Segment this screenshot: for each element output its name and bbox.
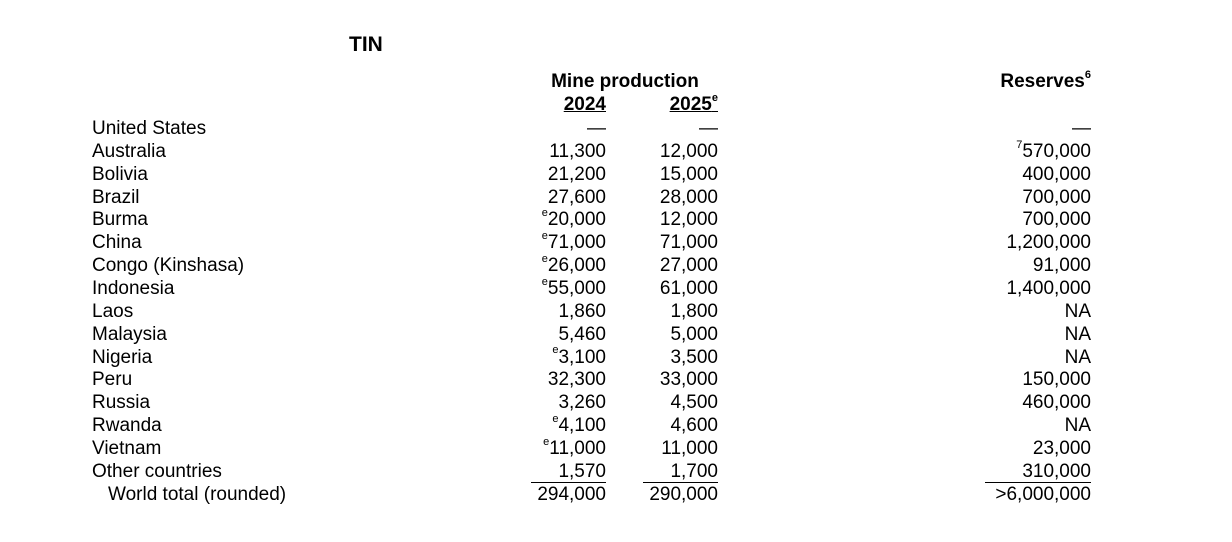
production-2025 — [618, 460, 718, 483]
production-2024 — [506, 277, 606, 300]
production-2025-value: 28,000 — [659, 186, 718, 208]
country-name — [92, 323, 167, 346]
production-2025 — [618, 186, 718, 209]
country-name-value: Australia — [92, 140, 166, 162]
table-row — [0, 254, 1232, 277]
year-2024-header — [530, 94, 606, 116]
production-2025-value: 71,000 — [659, 232, 718, 254]
table-row — [0, 163, 1232, 186]
production-2025-value: 5,000 — [670, 323, 718, 345]
production-2025-value: — — [699, 118, 718, 139]
country-name — [92, 186, 140, 209]
production-2024 — [506, 186, 606, 209]
production-2025-value: 15,000 — [659, 163, 718, 185]
reserves-value-value: NA — [1064, 300, 1091, 322]
reserves-value-value: NA — [1064, 415, 1091, 437]
production-2024 — [506, 300, 606, 323]
country-name-value: Nigeria — [92, 346, 153, 368]
footnote-superscript: e — [541, 252, 548, 265]
country-name-value: World total (rounded) — [108, 483, 287, 505]
country-name-value: Vietnam — [92, 437, 162, 459]
reserves-value — [931, 414, 1091, 437]
production-2025-value: 12,000 — [659, 140, 718, 162]
country-name-value: Burma — [92, 209, 148, 231]
production-2025-value: 290,000 — [649, 483, 718, 505]
production-2025-value: 1,800 — [670, 300, 718, 322]
reserves-value-value: — — [1072, 118, 1091, 139]
production-2025 — [618, 208, 718, 231]
reserves-value-value: 700,000 — [1022, 186, 1091, 208]
production-2024-value: 1,570 — [558, 460, 606, 482]
reserves-value-value: 23,000 — [1032, 437, 1091, 459]
production-2025 — [618, 323, 718, 346]
country-name — [92, 208, 148, 231]
production-2024 — [506, 437, 606, 460]
reserves-value-value: 91,000 — [1032, 255, 1091, 277]
reserves-value — [931, 460, 1091, 483]
country-name — [108, 483, 286, 506]
footnote-superscript: e — [541, 229, 548, 242]
country-name — [92, 163, 148, 186]
production-2024-value: 3,100 — [558, 346, 606, 368]
reserves-label: Reserves — [1000, 71, 1085, 92]
reserves-value-value: 310,000 — [1022, 460, 1091, 482]
production-2025 — [618, 140, 718, 163]
mine-production-header: Mine production — [551, 71, 699, 92]
table-row — [0, 437, 1232, 460]
reserves-value — [931, 300, 1091, 323]
production-2025 — [618, 437, 718, 460]
production-2025 — [618, 117, 718, 140]
country-name-value: Congo (Kinshasa) — [92, 255, 245, 277]
production-2025 — [618, 483, 718, 506]
production-2024 — [506, 483, 606, 506]
production-2024 — [506, 231, 606, 254]
production-2024 — [506, 414, 606, 437]
reserves-value-value: 150,000 — [1022, 369, 1091, 391]
subtotal-rule-reserves — [985, 482, 1091, 483]
reserves-header — [940, 68, 1091, 93]
production-2024-value: 32,300 — [547, 369, 606, 391]
country-name — [92, 117, 206, 140]
country-name — [92, 277, 174, 300]
table-row — [0, 346, 1232, 369]
table-row — [0, 300, 1232, 323]
reserves-value — [931, 483, 1091, 506]
production-2024-value: — — [587, 118, 606, 139]
table-row — [0, 483, 1232, 506]
reserves-value-value: NA — [1064, 323, 1091, 345]
country-name — [92, 300, 133, 323]
production-2025 — [618, 163, 718, 186]
production-2025 — [618, 414, 718, 437]
table-row — [0, 117, 1232, 140]
table-row — [0, 460, 1232, 483]
production-2024-value: 11,300 — [549, 140, 606, 162]
production-2025-value: 11,000 — [661, 437, 718, 459]
footnote-superscript: e — [552, 344, 559, 357]
footnote-superscript: e — [552, 412, 559, 425]
table-row — [0, 231, 1232, 254]
reserves-value — [931, 391, 1091, 414]
production-2024-value: 294,000 — [537, 483, 606, 505]
production-2025 — [618, 368, 718, 391]
table-row — [0, 323, 1232, 346]
production-2024-value: 71,000 — [547, 232, 606, 254]
production-2024-value: 11,000 — [549, 437, 606, 459]
country-name-value: Brazil — [92, 186, 140, 208]
country-name-value: Rwanda — [92, 415, 162, 437]
table-row — [0, 140, 1232, 163]
country-name-value: Russia — [92, 392, 151, 414]
reserves-value — [931, 323, 1091, 346]
country-name-value: Bolivia — [92, 163, 148, 185]
reserves-value — [931, 163, 1091, 186]
production-2024-value: 1,860 — [558, 300, 606, 322]
footnote-superscript: 7 — [1016, 138, 1023, 151]
page-title: TIN — [349, 33, 383, 56]
reserves-value-value: 1,400,000 — [1006, 277, 1091, 299]
production-2024 — [506, 368, 606, 391]
country-name — [92, 368, 132, 391]
reserves-value-value: 1,200,000 — [1006, 232, 1091, 254]
production-2024-value: 4,100 — [558, 415, 606, 437]
country-name-value: China — [92, 232, 142, 254]
year-2025-label: 2025 — [669, 94, 712, 115]
country-name — [92, 460, 222, 483]
table-row — [0, 208, 1232, 231]
production-2024-value: 20,000 — [547, 209, 606, 231]
country-name — [92, 231, 142, 254]
country-name — [92, 414, 162, 437]
table-row — [0, 277, 1232, 300]
reserves-value — [931, 140, 1091, 163]
production-2025 — [618, 300, 718, 323]
production-2024 — [506, 323, 606, 346]
production-2025-value: 4,500 — [670, 392, 718, 414]
production-2024 — [506, 140, 606, 163]
production-2024 — [506, 346, 606, 369]
reserves-value-value: 570,000 — [1022, 140, 1091, 162]
production-2025 — [618, 254, 718, 277]
reserves-value — [931, 437, 1091, 460]
production-2024-value: 55,000 — [547, 277, 606, 299]
year-2024-label: 2024 — [563, 94, 606, 115]
production-2024 — [506, 391, 606, 414]
reserves-value-value: 460,000 — [1022, 392, 1091, 414]
reserves-value — [931, 208, 1091, 231]
production-2024 — [506, 117, 606, 140]
production-2025 — [618, 231, 718, 254]
table-row — [0, 186, 1232, 209]
production-2025-value: 1,700 — [670, 460, 718, 482]
production-2025 — [618, 277, 718, 300]
estimate-superscript: e — [711, 91, 718, 104]
reserves-value — [931, 231, 1091, 254]
footnote-superscript: e — [541, 275, 548, 288]
country-name-value: Peru — [92, 369, 133, 391]
production-2024 — [506, 460, 606, 483]
production-2025-value: 4,600 — [670, 415, 718, 437]
production-2024-value: 21,200 — [547, 163, 606, 185]
reserves-value — [931, 117, 1091, 140]
country-name — [92, 140, 166, 163]
production-2024 — [506, 163, 606, 186]
reserves-value-value: 400,000 — [1022, 163, 1091, 185]
country-name — [92, 437, 161, 460]
reserves-value-value: 700,000 — [1022, 209, 1091, 231]
footnote-superscript: e — [543, 435, 550, 448]
country-name — [92, 346, 152, 369]
production-2024-value: 26,000 — [547, 255, 606, 277]
table-row — [0, 414, 1232, 437]
country-name-value: United States — [92, 118, 207, 139]
reserves-value-value: NA — [1064, 346, 1091, 368]
country-name-value: Indonesia — [92, 277, 175, 299]
production-2025-value: 3,500 — [670, 346, 718, 368]
production-2024-value: 5,460 — [558, 323, 606, 345]
production-2025-value: 61,000 — [659, 277, 718, 299]
production-2025 — [618, 391, 718, 414]
production-2025-value: 12,000 — [659, 209, 718, 231]
reserves-value — [931, 254, 1091, 277]
country-name-value: Other countries — [92, 460, 222, 482]
production-2025-value: 27,000 — [659, 255, 718, 277]
production-2024 — [506, 254, 606, 277]
reserves-value — [931, 277, 1091, 300]
country-name-value: Malaysia — [92, 323, 167, 345]
country-name — [92, 391, 150, 414]
subtotal-rule-2024 — [531, 482, 606, 483]
footnote-superscript: e — [541, 207, 548, 220]
production-2024-value: 3,260 — [558, 392, 606, 414]
year-2025-header — [640, 91, 718, 116]
reserves-value — [931, 186, 1091, 209]
production-2024-value: 27,600 — [547, 186, 606, 208]
production-2025-value: 33,000 — [659, 369, 718, 391]
table-row — [0, 391, 1232, 414]
production-2025 — [618, 346, 718, 369]
subtotal-rule-2025 — [643, 482, 718, 483]
country-name — [92, 254, 244, 277]
reserves-value-value: >6,000,000 — [995, 483, 1091, 505]
footnote-superscript: 6 — [1084, 68, 1091, 81]
table-row — [0, 368, 1232, 391]
reserves-value — [931, 346, 1091, 369]
production-2024 — [506, 208, 606, 231]
country-name-value: Laos — [92, 300, 134, 322]
reserves-value — [931, 368, 1091, 391]
